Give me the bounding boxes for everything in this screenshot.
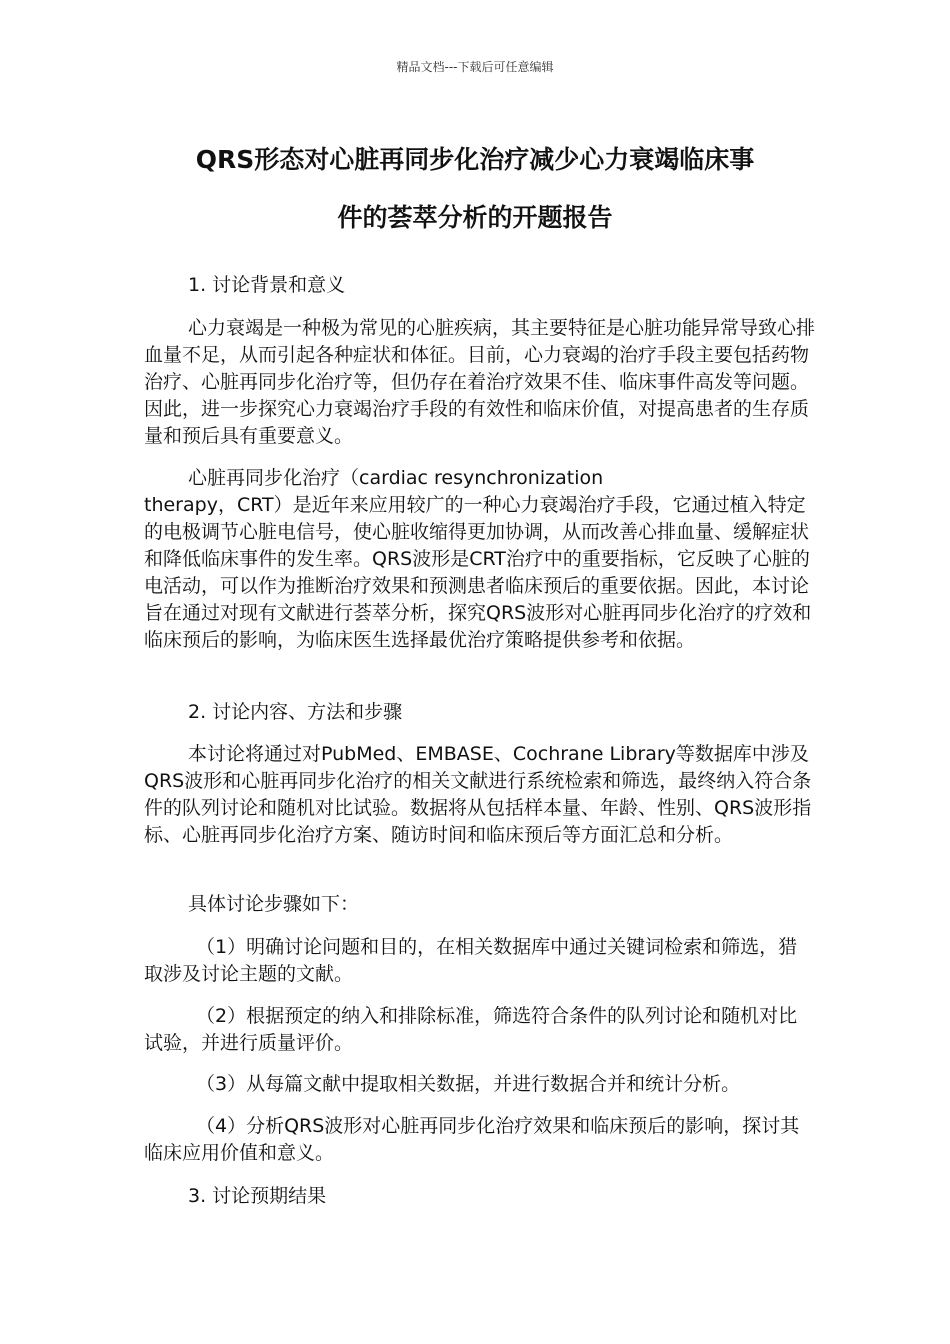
section-1-paragraph-2: therapy，CRT）是近年来应用较广的一种心力衰竭治疗手段，它通过植入特定的电极调节心脏电信号，使心脏收缩得更加协调，从而改善心排血量、缓解症状和降低临床事件的发生率。QRS波形是CRT治疗中的重要指标，它反映了心脏的电活动，可以作为推断治疗效果和预测患者临床预后的重要依据。因此，本讨论旨在通过对现有文献进行荟萃分析，探究QRS波形对心脏再同步化治疗的疗效和临床预后的影响，为临床医生选择最优治疗策略提供参考和依据。 bbox=[144, 494, 812, 651]
document-title-line-2: 件的荟萃分析的开题报告 bbox=[337, 203, 613, 232]
section-1-paragraph-2-line-1: 心脏再同步化治疗（cardiac resynchronization bbox=[188, 467, 604, 489]
section-1-paragraph-1: 心力衰竭是一种极为常见的心脏疾病，其主要特征是心脏功能异常导致心排血量不足，从而引起各种症状和体征。目前，心力衰竭的治疗手段主要包括药物治疗、心脏再同步化治疗等，但仍存在着治疗效果不佳、临床事件高发等问题。因此，进一步探究心力衰竭治疗手段的有效性和临床价值，对提高患者的生存质量和预后具有重要意义。 bbox=[144, 317, 816, 447]
section-1-heading: 1. 讨论背景和意义 bbox=[188, 274, 346, 296]
section-2-step-1: （1）明确讨论问题和目的，在相关数据库中通过关键词检索和筛选，猎取涉及讨论主题的文献。 bbox=[144, 936, 798, 985]
document-title-line-1: QRS形态对心脏再同步化治疗减少心力衰竭临床事 bbox=[195, 145, 755, 174]
section-2-step-3: （3）从每篇文献中提取相关数据，并进行数据合并和统计分析。 bbox=[196, 1073, 741, 1095]
header-note: 精品文档---下载后可任意编辑 bbox=[396, 60, 554, 74]
section-2-heading: 2. 讨论内容、方法和步骤 bbox=[188, 701, 403, 723]
section-2-paragraph-1: 本讨论将通过对PubMed、EMBASE、Cochrane Library等数据库中涉及QRS波形和心脏再同步化治疗的相关文献进行系统检索和筛选，最终纳入符合条件的队列讨论和随机对比试验。数据将从包括样本量、年龄、性别、QRS波形指标、心脏再同步化治疗方案、随访时间和临床预后等方面汇总和分析。 bbox=[144, 743, 812, 846]
section-2-steps-intro: 具体讨论步骤如下： bbox=[188, 893, 360, 915]
section-2-step-4: （4）分析QRS波形对心脏再同步化治疗效果和临床预后的影响，探讨其临床应用价值和意义。 bbox=[144, 1115, 800, 1164]
section-3-heading: 3. 讨论预期结果 bbox=[188, 1185, 327, 1207]
section-2-step-2: （2）根据预定的纳入和排除标准，筛选符合条件的队列讨论和随机对比试验，并进行质量评价。 bbox=[144, 1005, 798, 1054]
